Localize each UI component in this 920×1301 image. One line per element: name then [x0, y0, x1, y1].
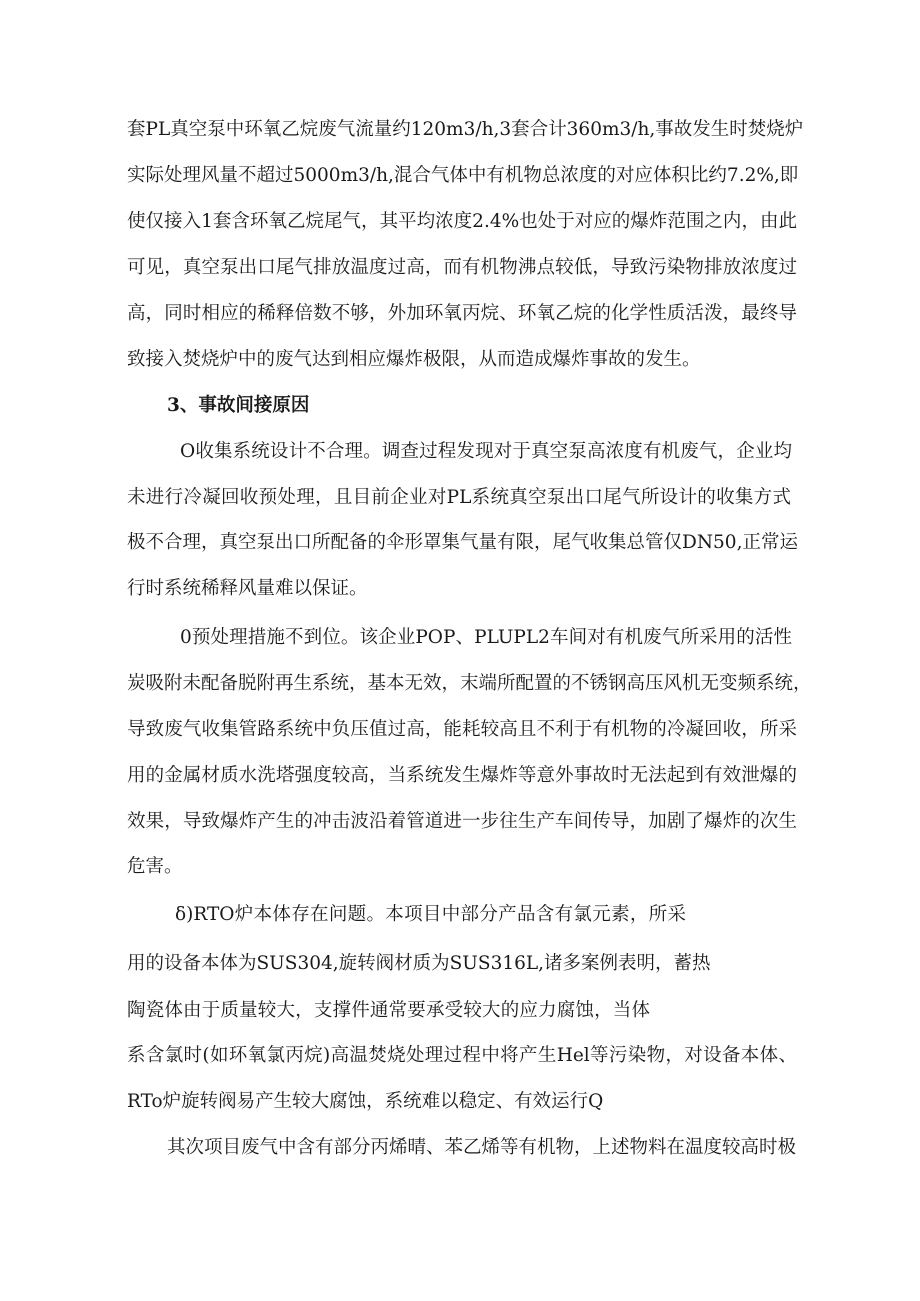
text-line: O收集系统设计不合理。调查过程发现对于真空泵高浓度有机废气，企业均 [180, 441, 792, 462]
text-line: 效果，导致爆炸产生的冲击波沿着管道进一步往生产车间传导，加剧了爆炸的次生 [127, 811, 797, 832]
text-line: 炭吸附未配备脱附再生系统，基本无效，末端所配置的不锈钢高压风机无变频系统， [127, 673, 812, 694]
text-line: 系含氯时(如环氧氯丙烷)高温焚烧处理过程中将产生Hel等污染物，对设备本体、 [127, 1045, 797, 1066]
text-line: 极不合理，真空泵出口所配备的伞形罩集气量有限，尾气收集总管仅DN50,正常运 [127, 532, 798, 553]
text-line: 套PL真空泵中环氧乙烷废气流量约120m3∕h,3套合计360m3∕h,事故发生时焚烧炉 [127, 119, 804, 140]
text-line: 可见，真空泵出口尾气排放温度过高，而有机物沸点较低，导致污染物排放浓度过 [127, 257, 797, 278]
text-line: 未进行冷凝回收预处理，且目前企业对PL系统真空泵出口尾气所设计的收集方式 [127, 487, 791, 508]
text-line: 危害。 [127, 856, 183, 877]
text-line: 高，同时相应的稀释倍数不够，外加环氧丙烷、环氧乙烷的化学性质活泼，最终导 [127, 303, 797, 324]
text-line: 实际处理风量不超过5000m3∕h,混合气体中有机物总浓度的对应体积比约7.2%,即 [127, 165, 799, 186]
text-line: 致接入焚烧炉中的废气达到相应爆炸极限，从而造成爆炸事故的发生。 [127, 349, 701, 370]
text-line: 用的设备本体为SUS304,旋转阀材质为SUS316L,诸多案例表明，蓄热 [127, 953, 711, 974]
text-line: δ)RTO炉本体存在问题。本项目中部分产品含有氯元素，所采 [175, 904, 686, 925]
text-line: 0预处理措施不到位。该企业POP、PLUPL2车间对有机废气所采用的活性 [180, 627, 792, 648]
text-line: RTo炉旋转阀易产生较大腐蚀，系统难以稳定、有效运行Q [127, 1091, 604, 1112]
text-line: 使仅接入1套含环氧乙烷尾气，其平均浓度2.4%也处于对应的爆炸范围之内，由此 [127, 211, 797, 232]
text-line: 导致废气收集管路系统中负压值过高，能耗较高且不利于有机物的冷凝回收，所采 [127, 719, 797, 740]
text-line: 用的金属材质水洗塔强度较高，当系统发生爆炸等意外事故时无法起到有效泄爆的 [127, 765, 797, 786]
section-heading: 3、事故间接原因 [167, 395, 310, 416]
text-line: 其次项目废气中含有部分丙烯晴、苯乙烯等有机物，上述物料在温度较高时极 [167, 1137, 797, 1158]
text-line: 行时系统稀释风量难以保证。 [127, 578, 368, 599]
text-line: 陶瓷体由于质量较大，支撑件通常要承受较大的应力腐蚀，当体 [127, 1000, 650, 1021]
